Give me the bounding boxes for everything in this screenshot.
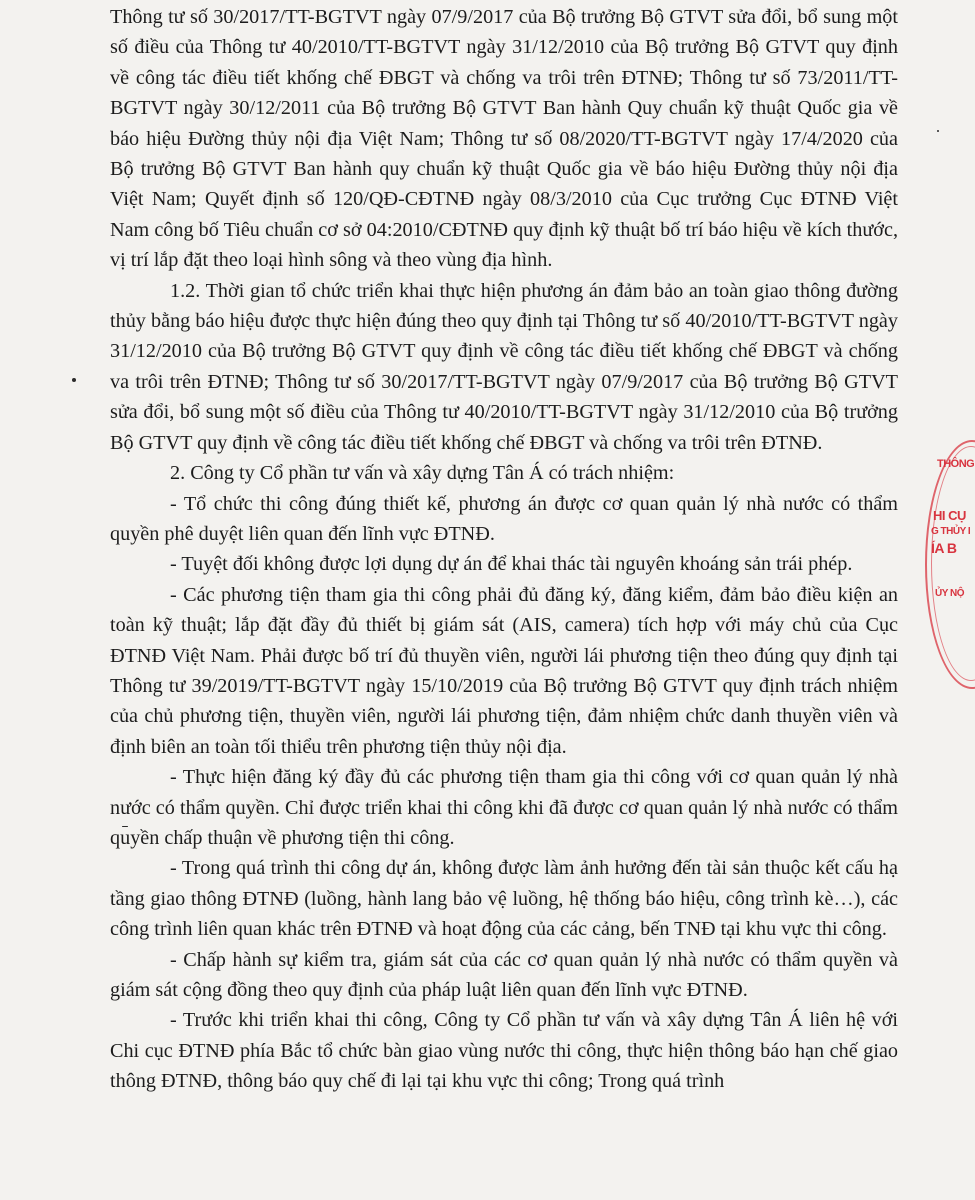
scan-speck — [937, 130, 939, 132]
bullet-design-compliance: - Tổ chức thi công đúng thiết kế, phương án được cơ quan quản lý nhà nước có thẩm quyền phê duyệt liên quan đến lĩnh vực ĐTNĐ. — [110, 492, 898, 545]
bullet-no-infrastructure-damage: - Trong quá trình thi công dự án, không được làm ảnh hưởng đến tài sản thuộc kết cấu hạ tầng giao thông ĐTNĐ (luồng, hành lang bảo vệ luồng, hệ thống báo hiệu, công trình kè…), các công trình liên quan khác trên ĐTNĐ và hoạt động của các cảng, bến TNĐ tại khu vực thi công. — [110, 857, 898, 941]
document-body — [110, 2, 898, 1097]
paragraph-legal-references: Thông tư số 30/2017/TT-BGTVT ngày 07/9/2017 của Bộ trưởng Bộ GTVT sửa đổi, bổ sung một số điều của Thông tư 40/2010/TT-BGTVT ngày 31/12/2010 của Bộ trưởng Bộ GTVT quy định về công tác điều tiết khống chế ĐBGT và chống va trôi trên ĐTNĐ; Thông tư số 73/2011/TT-BGTVT ngày 30/12/2011 của Bộ trưởng Bộ GTVT Ban hành Quy chuẩn kỹ thuật Quốc gia về báo hiệu Đường thủy nội địa Việt Nam; Thông tư số 08/2020/TT-BGTVT ngày 17/4/2020 của Bộ trưởng Bộ GTVT Ban hành quy chuẩn kỹ thuật Quốc gia về báo hiệu Đường thủy nội địa Việt Nam; Quyết định số 120/QĐ-CĐTNĐ ngày 08/3/2010 của Cục trưởng Cục ĐTNĐ Việt Nam công bố Tiêu chuẩn cơ sở 04:2010/CĐTNĐ quy định kỹ thuật bố trí báo hiệu về kích thước, vị trí lắp đặt theo loại hình sông và theo vùng địa hình. — [110, 6, 898, 272]
bullet-vehicle-requirements: - Các phương tiện tham gia thi công phải đủ đăng ký, đăng kiểm, đảm bảo điều kiện an toàn kỹ thuật; lắp đặt đầy đủ thiết bị giám sát (AIS, camera) tích hợp với máy chủ của Cục ĐTNĐ Việt Nam. Phải được bố trí đủ thuyền viên, người lái phương tiện theo đúng quy định tại Thông tư 39/2019/TT-BGTVT ngày 15/10/2019 của Bộ trưởng Bộ GTVT quy định trách nhiệm của chủ phương tiện, thuyền viên, người lái phương tiện, đảm nhiệm chức danh thuyền viên và định biên an toàn tối thiểu trên phương tiện thủy nội địa. — [110, 583, 898, 758]
bullet-inspection-compliance: - Chấp hành sự kiểm tra, giám sát của các cơ quan quản lý nhà nước có thẩm quyền và giám sát cộng đồng theo quy định của pháp luật liên quan đến lĩnh vực ĐTNĐ. — [110, 948, 898, 1001]
stamp-text-5: ỦY NỘ — [935, 588, 964, 599]
stamp-text-2: HI CỤ — [933, 508, 966, 523]
red-seal-stamp — [925, 440, 975, 690]
scan-speck — [122, 826, 128, 827]
stamp-text-3: G THỦY I — [931, 526, 971, 537]
bullet-handover-notice: - Trước khi triển khai thi công, Công ty Cổ phần tư vấn và xây dựng Tân Á liên hệ với Chi cục ĐTNĐ phía Bắc tổ chức bàn giao vùng nước thi công, thực hiện thông báo hạn chế giao thông ĐTNĐ, thông báo quy chế đi lại tại khu vực thi công; Trong quá trình — [110, 1009, 898, 1093]
bullet-vehicle-registration: - Thực hiện đăng ký đầy đủ các phương tiện tham gia thi công với cơ quan quản lý nhà nước có thẩm quyền. Chỉ được triển khai thi công khi đã được cơ quan quản lý nhà nước có thẩm quyền chấp thuận về phương tiện thi công. — [110, 766, 898, 849]
paragraph-1-2: 1.2. Thời gian tổ chức triển khai thực hiện phương án đảm bảo an toàn giao thông đường thủy bằng báo hiệu được thực hiện đúng theo quy định tại Thông tư số 40/2010/TT-BGTVT ngày 31/12/2010 của Bộ trưởng Bộ GTVT quy định về công tác điều tiết khống chế ĐBGT và chống va trôi trên ĐTNĐ; Thông tư số 30/2017/TT-BGTVT ngày 07/9/2017 của Bộ trưởng Bộ GTVT sửa đổi, bổ sung một số điều của Thông tư 40/2010/TT-BGTVT ngày 31/12/2010 của Bộ trưởng Bộ GTVT quy định về công tác điều tiết khống chế ĐBGT và chống va trôi trên ĐTNĐ. — [110, 279, 898, 454]
stamp-text-1: THÔNG — [937, 458, 975, 470]
paragraph-2-heading: 2. Công ty Cổ phần tư vấn và xây dựng Tân Á có trách nhiệm: — [170, 462, 675, 485]
bullet-no-mineral-exploitation: - Tuyệt đối không được lợi dụng dự án để khai thác tài nguyên khoáng sản trái phép. — [170, 553, 853, 576]
stamp-text-4: ÍA B — [931, 540, 957, 556]
scan-speck — [72, 378, 76, 382]
